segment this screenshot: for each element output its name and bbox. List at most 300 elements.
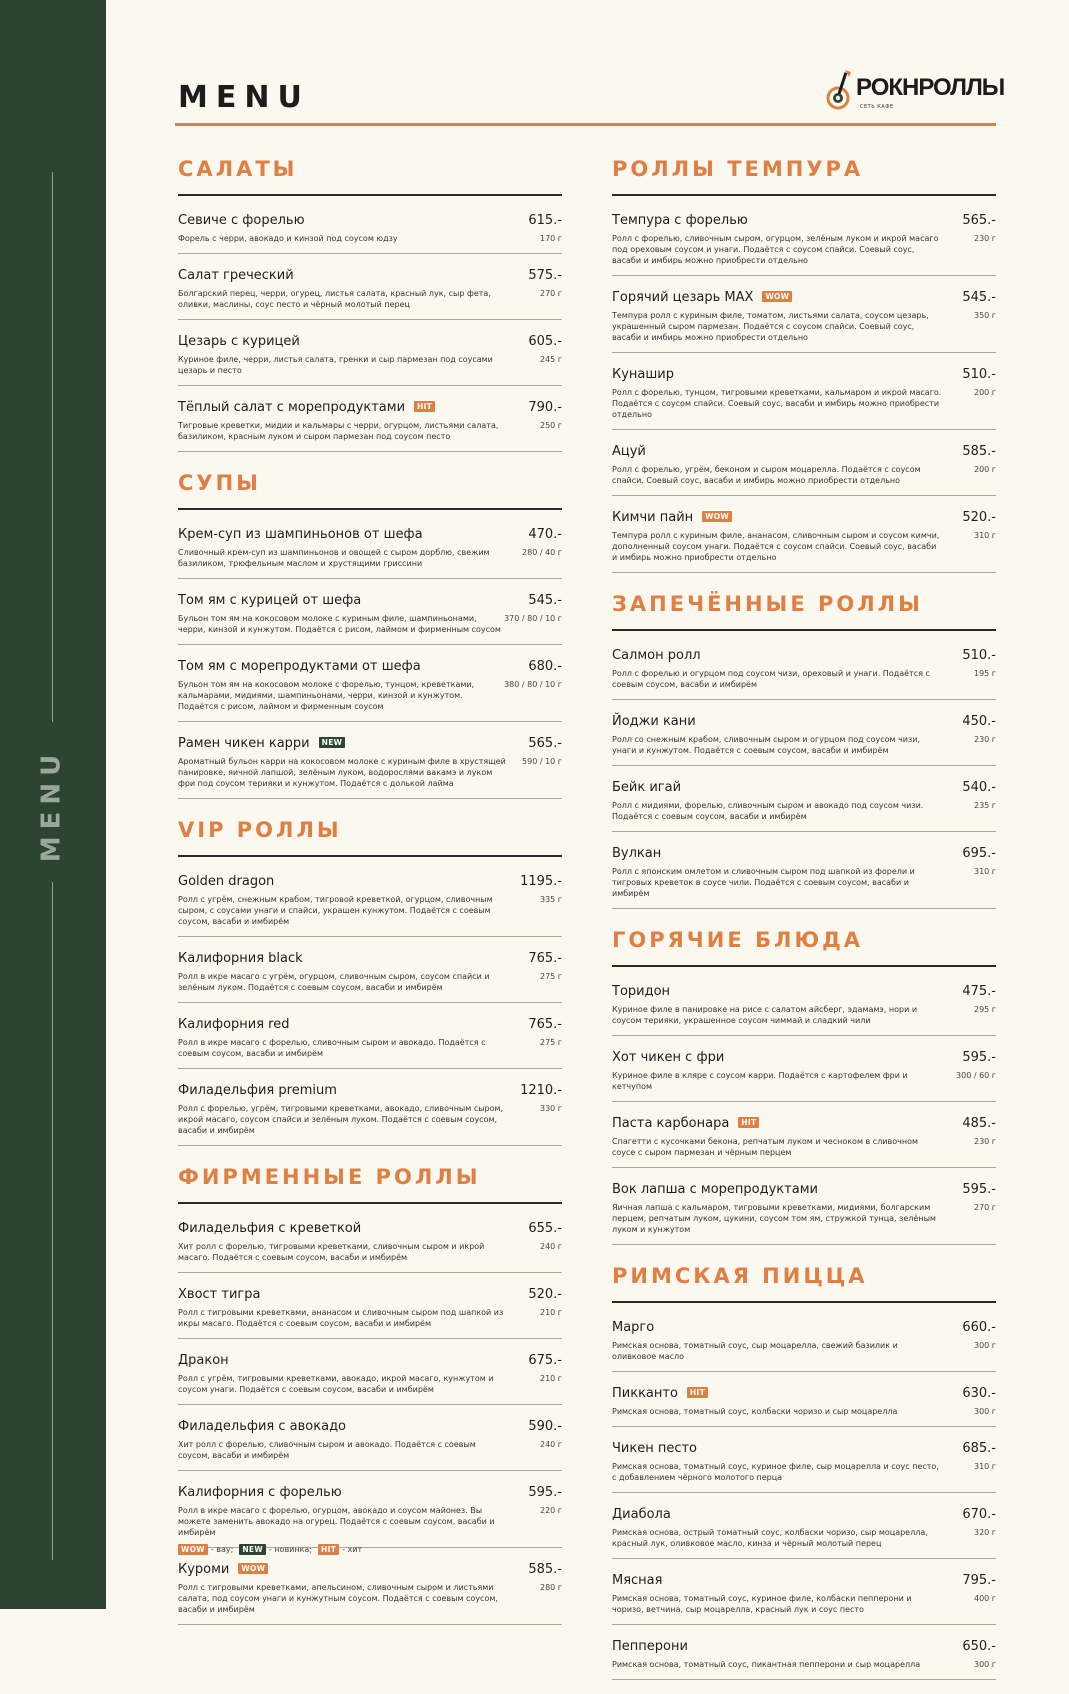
item-weight: 280 г (539, 1583, 562, 1592)
menu-item (178, 527, 562, 579)
item-name-text: Калифорния red (178, 1017, 290, 1032)
hit-badge: HIT (738, 1117, 759, 1128)
menu-item (178, 1419, 562, 1471)
menu-column-left (178, 152, 562, 1639)
item-weight: 380 / 80 / 10 г (504, 680, 562, 689)
brand-logo (826, 66, 1005, 116)
item-name (612, 780, 681, 795)
item-description: Ролл с форелью и огурцом под соусом чизи, ореховый и унаги. Подаётся с соевым соусом, васаби и имбирём (612, 669, 930, 689)
menu-section (178, 1160, 562, 1625)
item-head (178, 1083, 562, 1102)
item-head (612, 213, 996, 232)
item-head (178, 334, 562, 353)
item-name-text: Пепперони (612, 1639, 688, 1654)
item-name (612, 444, 646, 459)
item-name-text: Йоджи кани (612, 714, 696, 729)
item-price: 695.- (962, 846, 996, 861)
item-name-text: Диабола (612, 1507, 671, 1522)
item-body (612, 387, 996, 420)
item-weight: 275 г (539, 1038, 562, 1047)
menu-item (178, 736, 562, 799)
item-price: 680.- (528, 659, 562, 674)
item-name (178, 400, 435, 415)
item-name-text: Темпура с форелью (612, 213, 748, 228)
item-description: Ролл со снежным крабом, сливочным сыром и огурцом под соусом чизи, унаги и кунжутом. Подаётся с соевым соусом, васаби и имбирём (612, 735, 920, 755)
menu-item (178, 659, 562, 722)
menu-section (178, 813, 562, 1146)
item-price: 650.- (962, 1639, 996, 1654)
item-description: Ролл в икре масаго с угрём, огурцом, сливочным сыром, соусом спайси и зелёным луком. Подаётся с соевым соусом, васаби и имбирём (178, 972, 490, 992)
item-description: Ролл с мидиями, форелью, сливочным сыром и авокадо под соусом чизи. Подаётся с соевым соусом, васаби и имбирём (612, 801, 924, 821)
item-name-text: Golden dragon (178, 874, 275, 889)
item-weight: 270 г (973, 1203, 996, 1212)
item-name (612, 984, 670, 999)
menu-item (178, 268, 562, 320)
item-description: Хит ролл с форелью, тигровыми креветками, сливочным сыром и икрой масаго. Подаётся с соевым соусом, васаби и имбирём (178, 1242, 485, 1262)
item-description: Куриное филе в кляре с соусом карри. Подаётся с картофелем фри и кетчупом (612, 1071, 908, 1091)
item-head (612, 1639, 996, 1658)
menu-item (612, 984, 996, 1036)
item-head (178, 400, 562, 419)
item-price: 585.- (962, 444, 996, 459)
item-price: 575.- (528, 268, 562, 283)
legend-wow-badge: WOW (178, 1544, 208, 1555)
item-body (612, 866, 996, 899)
item-description: Римская основа, томатный соус, колбаски чоризо и сыр моцарелла (612, 1407, 898, 1416)
item-description: Хит ролл с форелью, сливочным сыром и авокадо. Подаётся с соевым соусом, васаби и имбирём (178, 1440, 476, 1460)
item-body (612, 1136, 996, 1158)
sidebar (0, 0, 106, 1609)
item-name (178, 334, 300, 349)
menu-item (612, 780, 996, 832)
menu-item (612, 1441, 996, 1493)
item-head (612, 984, 996, 1003)
menu-item (612, 290, 996, 353)
item-weight: 335 г (539, 895, 562, 904)
item-name-text: Чикен песто (612, 1441, 698, 1456)
item-body (612, 1527, 996, 1549)
item-name-text: Тёплый салат с морепродуктами (178, 400, 406, 415)
item-name (612, 1441, 697, 1456)
item-description: Ролл с угрём, снежным крабом, тигровой креветкой, огурцом, сливочным сыром, с соусами унаги и спайси, украшен кунжутом. Подаётся с соевым соусом, васаби и имбирём (178, 895, 493, 926)
menu-section (178, 466, 562, 799)
item-body (612, 530, 996, 563)
item-weight: 245 г (539, 355, 562, 364)
legend-hit-badge: HIT (318, 1544, 339, 1555)
hit-badge: HIT (414, 401, 435, 412)
item-description: Ароматный бульон карри на кокосовом молоке с куриным филе в хрустящей панировке, яичной лапшой, зелёным луком, водорослями вакамэ и луком фри под соусом терияки и кунжутом. Подаётся с долькой лайма (178, 757, 506, 788)
item-description: Куриное филе, черри, листья салата, гренки и сыр пармезан под соусами цезарь и песто (178, 355, 493, 375)
menu-item (178, 334, 562, 386)
item-head (178, 659, 562, 678)
item-weight: 200 г (973, 388, 996, 397)
item-name-text: Рамен чикен карри (178, 736, 310, 751)
menu-item (612, 1182, 996, 1245)
item-weight: 270 г (539, 289, 562, 298)
section-rule (612, 194, 996, 196)
section-rule (612, 965, 996, 967)
item-body (178, 1439, 562, 1461)
item-name (178, 527, 423, 542)
item-price: 470.- (528, 527, 562, 542)
item-name-text: Вулкан (612, 846, 662, 861)
item-price: 540.- (962, 780, 996, 795)
menu-section (612, 587, 996, 909)
item-name (612, 1050, 724, 1065)
item-weight: 210 г (539, 1374, 562, 1383)
item-name (178, 659, 421, 674)
item-price: 485.- (962, 1116, 996, 1131)
item-price: 545.- (528, 593, 562, 608)
item-name-text: Севиче с форелью (178, 213, 305, 228)
item-weight: 295 г (973, 1005, 996, 1014)
item-head (612, 367, 996, 386)
brand-subtitle: СЕТЬ КАФЕ (860, 104, 894, 110)
item-price: 765.- (528, 1017, 562, 1032)
badge-legend (178, 1544, 368, 1555)
item-weight: 300 г (973, 1407, 996, 1416)
item-name (178, 268, 294, 283)
item-body (612, 1406, 996, 1417)
hit-badge: HIT (687, 1387, 708, 1398)
item-weight: 240 г (539, 1440, 562, 1449)
menu-item (612, 1050, 996, 1102)
item-weight: 300 г (973, 1660, 996, 1669)
wow-badge: WOW (702, 511, 732, 522)
menu-item (612, 510, 996, 573)
menu-item (612, 1320, 996, 1372)
item-head (612, 846, 996, 865)
menu-item (612, 1507, 996, 1559)
item-description: Форель с черри, авокадо и кинзой под соусом юдзу (178, 234, 398, 243)
item-head (612, 1386, 996, 1405)
item-name (178, 1017, 289, 1032)
item-name-text: Салмон ролл (612, 648, 701, 663)
item-name (178, 1083, 337, 1098)
item-name-text: Филадельфия с авокадо (178, 1419, 347, 1434)
sidebar-divider-bottom (52, 882, 53, 1560)
menu-section (612, 1259, 996, 1680)
item-weight: 250 г (539, 421, 562, 430)
menu-section (612, 152, 996, 573)
item-body (178, 613, 562, 635)
section-rule (178, 1202, 562, 1204)
item-name (612, 1507, 671, 1522)
menu-item (612, 714, 996, 766)
item-name (612, 1182, 818, 1197)
item-name-text: Хот чикен с фри (612, 1050, 725, 1065)
item-body (178, 756, 562, 789)
item-body (612, 1004, 996, 1026)
item-name (178, 951, 303, 966)
item-weight: 310 г (973, 867, 996, 876)
item-name-text: Дракон (178, 1353, 229, 1368)
item-body (612, 1461, 996, 1483)
item-weight: 230 г (973, 1137, 996, 1146)
item-body (178, 1103, 562, 1136)
menu-item (612, 1386, 996, 1427)
item-name-text: Вок лапша с морепродуктами (612, 1182, 818, 1197)
item-name (612, 213, 748, 228)
item-price: 615.- (528, 213, 562, 228)
sidebar-label: MENU (36, 747, 67, 863)
section-title: ФИРМЕННЫЕ РОЛЛЫ (178, 1165, 481, 1189)
menu-item (178, 213, 562, 254)
item-description: Темпура ролл с куриным филе, ананасом, сливочным сыром и соусом кимчи, дополненный соусом унаги. Подаётся с соусом спайси. Соевый соус, васаби и имбирь можно приобрести отдельно (612, 531, 940, 562)
section-title: ЗАПЕЧЁННЫЕ РОЛЛЫ (612, 592, 923, 616)
item-name (178, 1353, 229, 1368)
item-name (178, 874, 274, 889)
item-head (178, 1017, 562, 1036)
item-price: 1210.- (520, 1083, 562, 1098)
item-body (612, 310, 996, 343)
item-description: Римская основа, томатный соус, пикантная пепперони и сыр моцарелла (612, 1660, 921, 1669)
item-head (178, 736, 562, 755)
item-body (178, 1241, 562, 1263)
section-rule (612, 1301, 996, 1303)
item-head (612, 1507, 996, 1526)
item-description: Яичная лапша с кальмаром, тигровыми креветками, мидиями, болгарским перцем, репчатым луком, цукини, соусом том ям, стружкой тунца, зелёным луком и кунжутом (612, 1203, 936, 1234)
item-name (612, 290, 792, 305)
item-description: Ролл с форелью, угрём, тигровыми креветками, авокадо, сливочным сыром, икрой масаго, соусом спайси и зелёным луком. Подаётся с соевым соусом, васаби и имбирём (178, 1104, 504, 1135)
legend-new-badge: NEW (239, 1544, 266, 1555)
item-description: Ролл с тигровыми креветками, ананасом и сливочным сыром под шапкой из икры масаго. Подаётся с соевым соусом, васаби и имбирём (178, 1308, 504, 1328)
item-head (612, 1573, 996, 1592)
section-rule (178, 194, 562, 196)
menu-item (612, 846, 996, 909)
menu-section (178, 152, 562, 452)
item-name (178, 1419, 346, 1434)
item-name-text: Мясная (612, 1573, 663, 1588)
item-head (178, 1353, 562, 1372)
item-name-text: Цезарь с курицей (178, 334, 300, 349)
item-name-text: Том ям с морепродуктами от шефа (178, 659, 421, 674)
item-description: Ролл с форелью, сливочным сыром, огурцом, зелёным луком и икрой масаго под ореховым соусом и унаги. Подаётся с соусом спайси. Соевый соус, васаби и имбирь можно приобрести отдельно (612, 234, 939, 265)
item-name (612, 1320, 654, 1335)
item-name (612, 1573, 662, 1588)
item-head (612, 1182, 996, 1201)
item-weight: 230 г (973, 735, 996, 744)
wow-badge: WOW (238, 1563, 268, 1574)
item-description: Римская основа, острый томатный соус, колбаски чоризо, сыр моцарелла, красный лук, оливковое масло, кинза и чёрный молотый перец (612, 1528, 928, 1548)
item-head (178, 1485, 562, 1504)
item-head (178, 1287, 562, 1306)
item-head (178, 593, 562, 612)
item-body (178, 1307, 562, 1329)
item-name (612, 1386, 708, 1401)
item-name-text: Горячий цезарь MAX (612, 290, 754, 305)
item-name (612, 1639, 688, 1654)
item-price: 565.- (962, 213, 996, 228)
item-head (178, 1562, 562, 1581)
item-head (612, 510, 996, 529)
item-body (178, 547, 562, 569)
item-name-text: Хвост тигра (178, 1287, 261, 1302)
item-weight: 330 г (539, 1104, 562, 1113)
item-name-text: Том ям с курицей от шефа (178, 593, 362, 608)
item-head (612, 1116, 996, 1135)
item-name (612, 1116, 759, 1131)
guitar-icon (826, 68, 856, 112)
item-description: Ролл с форелью, угрём, беконом и сыром моцарелла. Подаётся с соусом спайси. Соевый соус, васаби и имбирь можно приобрести отдельно (612, 465, 921, 485)
item-description: Римская основа, томатный соус, сыр моцарелла, свежий базилик и оливковое масло (612, 1341, 898, 1361)
item-body (178, 679, 562, 712)
item-name-text: Калифорния с форелью (178, 1485, 342, 1500)
legend-wow-label: - вау; (210, 1545, 234, 1554)
item-name-text: Филадельфия с креветкой (178, 1221, 362, 1236)
menu-item (178, 1287, 562, 1339)
item-price: 510.- (962, 367, 996, 382)
section-title: ГОРЯЧИЕ БЛЮДА (612, 928, 864, 952)
item-head (178, 874, 562, 893)
item-body (612, 1070, 996, 1092)
section-title: РИМСКАЯ ПИЦЦА (612, 1264, 868, 1288)
item-weight: 320 г (973, 1528, 996, 1537)
menu-item (178, 1562, 562, 1625)
item-description: Ролл с тигровыми креветками, апельсином, сливочным сыром и листьями салата, под соусом унаги и кунжутным соусом. Подаётся с соевым соусом, васаби и имбирём (178, 1583, 498, 1614)
item-description: Спагетти с кусочками бекона, репчатым луком и чесноком в сливочном соусе с сыром пармезан и чёрным перцем (612, 1137, 918, 1157)
item-name (178, 593, 361, 608)
menu-item (178, 874, 562, 937)
item-head (178, 527, 562, 546)
item-name-text: Филадельфия premium (178, 1083, 337, 1098)
menu-item (612, 444, 996, 496)
item-price: 510.- (962, 648, 996, 663)
legend-hit-label: - хит (342, 1545, 363, 1554)
section-title: РОЛЛЫ ТЕМПУРА (612, 157, 864, 181)
item-name (612, 846, 661, 861)
item-weight: 590 / 10 г (522, 757, 562, 766)
item-price: 520.- (962, 510, 996, 525)
item-head (612, 1050, 996, 1069)
item-body (612, 1202, 996, 1235)
item-head (178, 213, 562, 232)
menu-section (612, 923, 996, 1245)
item-price: 545.- (962, 290, 996, 305)
menu-item (178, 1017, 562, 1069)
section-title: СУПЫ (178, 471, 261, 495)
item-price: 595.- (962, 1050, 996, 1065)
menu-item (612, 648, 996, 700)
item-weight: 230 г (973, 234, 996, 243)
menu-item (178, 1221, 562, 1273)
item-body (178, 354, 562, 376)
menu-item (178, 1353, 562, 1405)
item-description: Бульон том ям на кокосовом молоке с форелью, тунцом, креветками, кальмарами, мидиями, шампиньонами, черри, кинзой и кунжутом. Подаётся с рисом, лаймом и фирменным соусом (178, 680, 475, 711)
item-body (612, 800, 996, 822)
section-rule (178, 855, 562, 857)
item-name-text: Паста карбонара (612, 1116, 730, 1131)
item-price: 685.- (962, 1441, 996, 1456)
item-weight: 240 г (539, 1242, 562, 1251)
item-description: Болгарский перец, черри, огурец, листья салата, красный лук, сыр фета, оливки, маслины, соус песто и чёрный молотый перец (178, 289, 491, 309)
item-head (612, 780, 996, 799)
menu-item (178, 1083, 562, 1146)
item-description: Куриное филе в панировке на рисе с салатом айсберг, эдамамэ, нори и соусом терияки, украшенное соусом чиммай и сладкий чили (612, 1005, 918, 1025)
item-body (612, 1659, 996, 1670)
item-name (178, 1562, 268, 1577)
item-name-text: Торидон (612, 984, 671, 999)
item-name (612, 367, 674, 382)
item-head (178, 951, 562, 970)
menu-item (178, 1485, 562, 1548)
item-weight: 300 / 60 г (956, 1071, 996, 1080)
item-name (178, 213, 305, 228)
item-price: 595.- (528, 1485, 562, 1500)
item-body (178, 1582, 562, 1615)
item-weight: 300 г (973, 1341, 996, 1350)
menu-item (178, 951, 562, 1003)
menu-item (612, 1116, 996, 1168)
item-description: Ролл с форелью, тунцом, тигровыми креветками, кальмаром и икрой масаго. Подаётся с соусом спайси. Соевый соус, васаби и имбирь можно приобрести отдельно (612, 388, 942, 419)
menu-item (612, 1639, 996, 1680)
item-head (178, 1419, 562, 1438)
item-price: 450.- (962, 714, 996, 729)
item-weight: 370 / 80 / 10 г (504, 614, 562, 623)
item-price: 655.- (528, 1221, 562, 1236)
item-name (178, 1485, 342, 1500)
item-description: Темпура ролл с куриным филе, томатом, листьями салата, соусом цезарь, украшенный сыром пармезан. Подаётся с соусом спайси. Соевый соус, васаби и имбирь можно приобрести отдельно (612, 311, 929, 342)
item-weight: 280 / 40 г (522, 548, 562, 557)
item-weight: 200 г (973, 465, 996, 474)
item-price: 595.- (962, 1182, 996, 1197)
item-body (178, 420, 562, 442)
item-body (178, 971, 562, 993)
item-body (178, 1037, 562, 1059)
item-name (612, 714, 696, 729)
item-body (612, 734, 996, 756)
section-rule (612, 629, 996, 631)
new-badge: NEW (319, 737, 346, 748)
item-name (612, 510, 732, 525)
item-name (178, 1221, 361, 1236)
section-rule (178, 508, 562, 510)
item-name-text: Салат греческий (178, 268, 294, 283)
item-price: 590.- (528, 1419, 562, 1434)
item-body (178, 1373, 562, 1395)
item-price: 585.- (528, 1562, 562, 1577)
item-weight: 220 г (539, 1506, 562, 1515)
item-name-text: Ацуй (612, 444, 646, 459)
page-title: MENU (178, 80, 310, 115)
sidebar-divider-top (52, 172, 53, 722)
item-price: 475.- (962, 984, 996, 999)
item-price: 520.- (528, 1287, 562, 1302)
item-weight: 235 г (973, 801, 996, 810)
item-price: 670.- (962, 1507, 996, 1522)
item-price: 795.- (962, 1573, 996, 1588)
item-name-text: Кунашир (612, 367, 674, 382)
menu-column-right (612, 152, 996, 1694)
item-description: Сливочный крем-суп из шампиньонов и овощей с сыром дорблю, свежим базиликом, трюфельным маслом и хрустящими гриссини (178, 548, 490, 568)
item-weight: 275 г (539, 972, 562, 981)
item-head (612, 1441, 996, 1460)
item-name-text: Марго (612, 1320, 655, 1335)
item-price: 565.- (528, 736, 562, 751)
menu-item (612, 367, 996, 430)
item-body (612, 1593, 996, 1615)
section-title: САЛАТЫ (178, 157, 298, 181)
header-rule (175, 123, 996, 126)
item-head (612, 714, 996, 733)
item-body (612, 1340, 996, 1362)
item-body (612, 233, 996, 266)
item-head (612, 648, 996, 667)
item-weight: 350 г (973, 311, 996, 320)
item-price: 660.- (962, 1320, 996, 1335)
item-description: Ролл с японским омлетом и сливочным сыром под шапкой из форели и тигровых креветок в соусе чили. Подаётся с соевым соусом, васаби и имбирём (612, 867, 915, 898)
item-name-text: Калифорния black (178, 951, 303, 966)
